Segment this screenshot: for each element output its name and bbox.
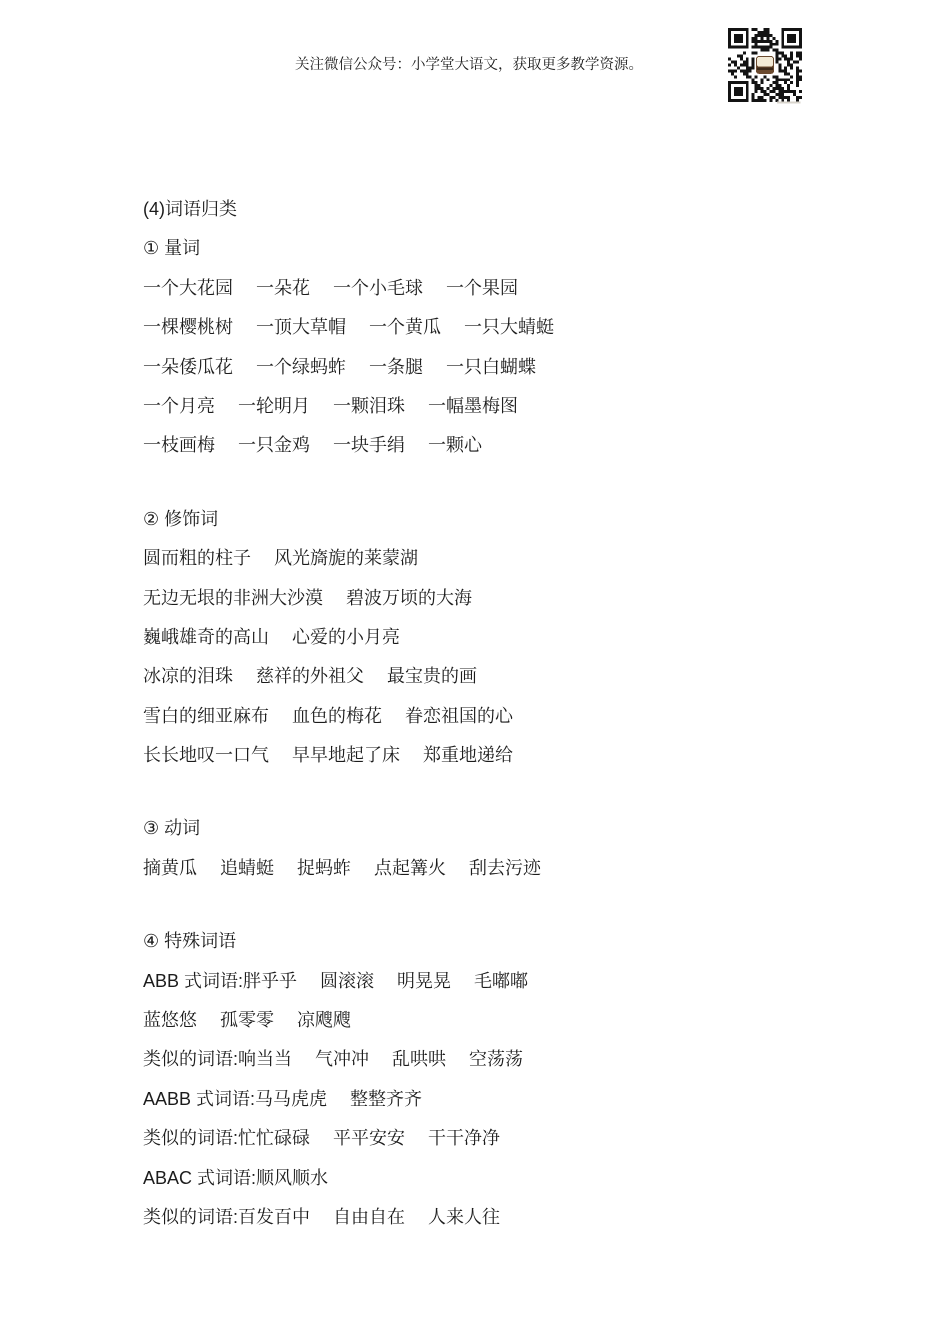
section-heading: ④ 特殊词语 [143, 931, 237, 952]
word-line: 蓝悠悠 孤零零 凉飕飕 [143, 1010, 352, 1031]
word-line: 圆而粗的柱子 风光旖旎的莱蒙湖 [143, 548, 418, 569]
word-line: ABB 式词语:胖乎乎 圆滚滚 明晃晃 毛嘟嘟 [143, 970, 529, 991]
section-special-words [143, 922, 843, 1237]
word-line: 巍峨雄奇的高山 心爱的小月亮 [143, 626, 400, 647]
document-body [143, 190, 843, 1237]
section-measure-words [143, 229, 843, 465]
doc-section-title: (4)词语归类 [143, 199, 237, 219]
word-line: ABAC 式词语:顺风顺水 [143, 1167, 329, 1188]
section-modifiers [143, 500, 843, 776]
word-line: 摘黄瓜 追蜻蜓 捉蚂蚱 点起篝火 刮去污迹 [143, 857, 542, 878]
word-line: 一棵樱桃树 一顶大草帽 一个黄瓜 一只大蜻蜓 [143, 317, 555, 338]
word-line: 长长地叹一口气 早早地起了床 郑重地递给 [143, 745, 513, 766]
word-line: 冰凉的泪珠 慈祥的外祖父 最宝贵的画 [143, 666, 478, 687]
word-line: 一枝画梅 一只金鸡 一块手绢 一颗心 [143, 435, 483, 456]
word-line: 一个大花园 一朵花 一个小毛球 一个果园 [143, 277, 519, 298]
wechat-notice-text: 关注微信公众号：小学堂大语文，获取更多教学资源。 [295, 57, 643, 73]
word-line: 类似的词语:百发百中 自由自在 人来人往 [143, 1206, 501, 1227]
word-line: 一朵倭瓜花 一个绿蚂蚱 一条腿 一只白蝴蝶 [143, 356, 537, 377]
section-heading: ① 量词 [143, 238, 201, 259]
word-line: 雪白的细亚麻布 血色的梅花 眷恋祖国的心 [143, 705, 513, 726]
section-heading: ② 修饰词 [143, 508, 219, 529]
word-line: 一个月亮 一轮明月 一颗泪珠 一幅墨梅图 [143, 395, 519, 416]
section-heading: ③ 动词 [143, 818, 201, 839]
word-line: 无边无垠的非洲大沙漠 碧波万顷的大海 [143, 587, 472, 608]
qr-code-image [728, 28, 802, 104]
wechat-qr-code [728, 28, 802, 104]
word-line: 类似的词语:忙忙碌碌 平平安安 干干净净 [143, 1128, 501, 1149]
word-line: AABB 式词语:马马虎虎 整整齐齐 [143, 1088, 423, 1109]
word-line: 类似的词语:响当当 气冲冲 乱哄哄 空荡荡 [143, 1049, 524, 1070]
section-verbs [143, 809, 843, 888]
